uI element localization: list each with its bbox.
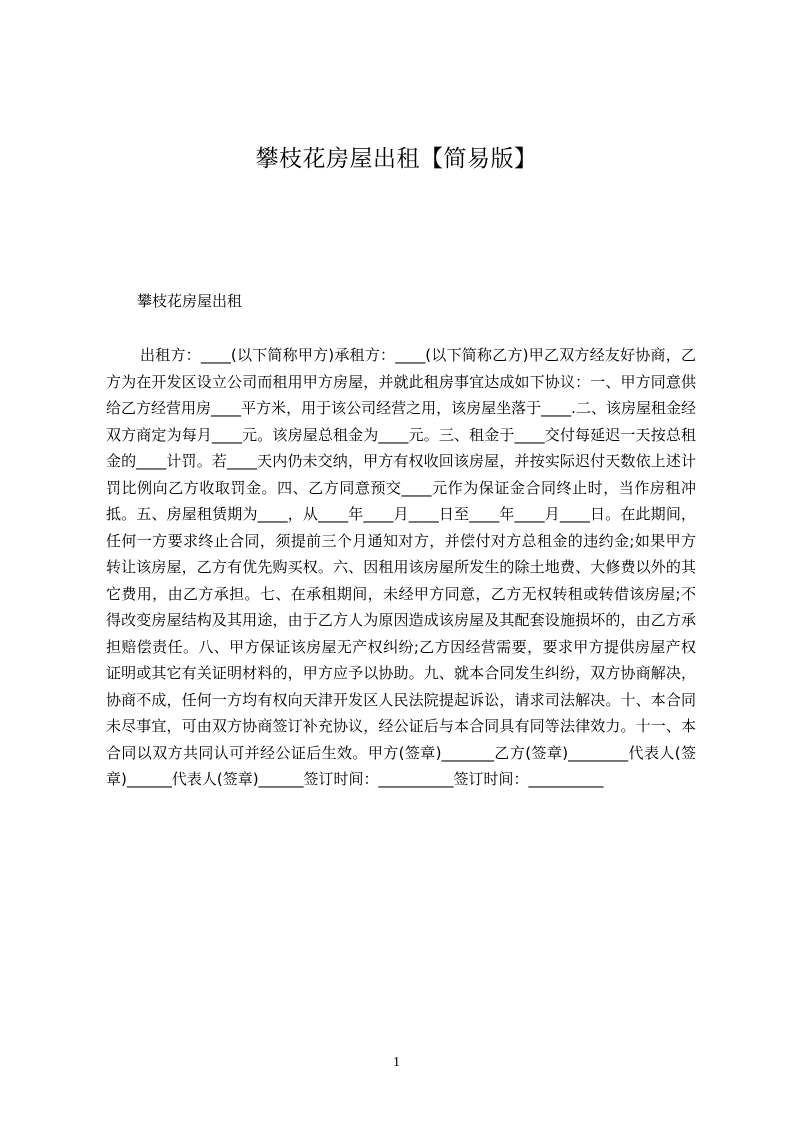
- contract-body: 出租方：____(以下简称甲方)承租方：____(以下简称乙方)甲乙双方经友好协商，乙方为在开发区设立公司而租用甲方房屋，并就此租房事宜达成如下协议：一、甲方同意供给乙方经营用房____平方米，用于该公司经营之用，该房屋坐落于____.二、该房屋租金经双方商定为每月____元。该房屋总租金为____元。三、租金于____交付每延迟一天按总租金的____计罚。若____天内仍未交纳，甲方有权收回该房屋，并按实际迟付天数依上述计罚比例向乙方收取罚金。四、乙方同意预交____元作为保证金合同终止时，当作房租冲抵。五、房屋租赁期为____，从____年____月____日至____年____月____日。在此期间，任何一方要求终止合同，须提前三个月通知对方，并偿付对方总租金的违约金;如果甲方转让该房屋，乙方有优先购买权。六、因租用该房屋所发生的除土地费、大修费以外的其它费用，由乙方承担。七、在承租期间，未经甲方同意，乙方无权转租或转借该房屋;不得改变房屋结构及其用途，由于乙方人为原因造成该房屋及其配套设施损坏的，由乙方承担赔偿责任。八、甲方保证该房屋无产权纠纷;乙方因经营需要，要求甲方提供房屋产权证明或其它有关证明材料的，甲方应予以协助。九、就本合同发生纠纷，双方协商解决，协商不成，任何一方均有权向天津开发区人民法院提起诉讼，请求司法解决。十、本合同未尽事宜，可由双方协商签订补充协议，经公证后与本合同具有同等法律效力。十一、本合同以双方共同认可并经公证后生效。甲方(签章)_______乙方(签章)________代表人(签章)______代表人(签章)______签订时间：__________签订时间：__________: [106, 346, 696, 788]
- page-number: 1: [393, 1055, 400, 1070]
- document-subtitle: 攀枝花房屋出租: [137, 292, 243, 310]
- document-title: 攀枝花房屋出租【简易版】: [255, 146, 538, 172]
